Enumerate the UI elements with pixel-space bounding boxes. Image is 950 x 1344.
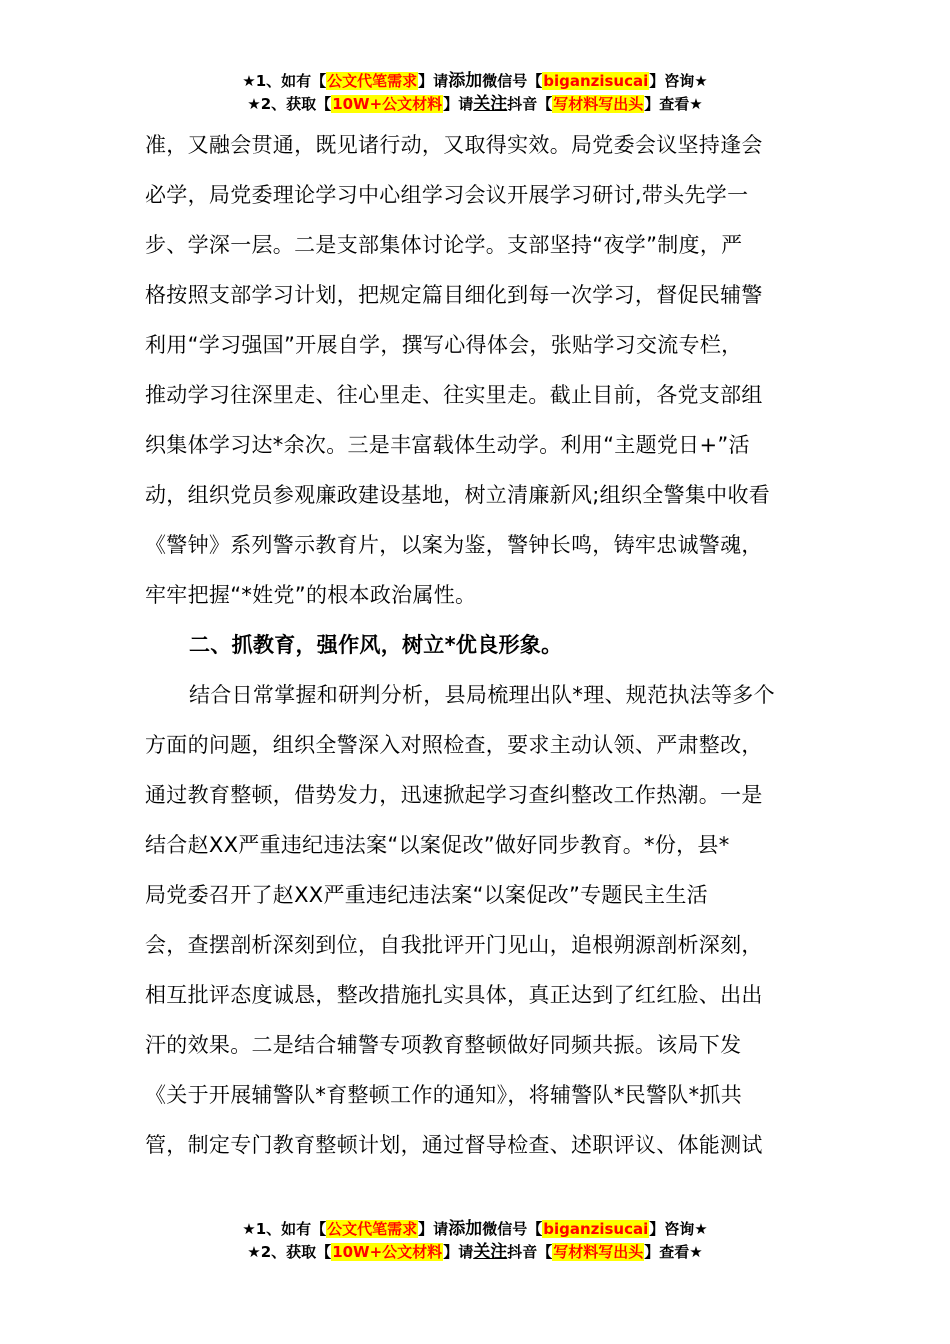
text-line: 方面的问题，组织全警深入对照检查，要求主动认领、严肃整改， — [145, 733, 763, 757]
highlight-materials: 10W+公文材料 — [332, 1243, 443, 1261]
banner-line-1: ★1、如有【公文代笔需求】请添加微信号【biganzisucai】咨询★ — [242, 71, 708, 91]
highlight-douyin: 写材料写出头 — [553, 95, 644, 113]
text-line: 结合赵XX严重违纪违法案“以案促改”做好同步教育。*份，县* — [145, 833, 730, 857]
banner-line-1: ★1、如有【公文代笔需求】请添加微信号【biganzisucai】咨询★ — [242, 1219, 708, 1239]
highlight-wechat-id: biganzisucai — [543, 1220, 649, 1238]
top-banner — [0, 70, 950, 116]
text-line: 管，制定专门教育整顿计划，通过督导检查、述职评议、体能测试 — [145, 1133, 763, 1157]
text-line: 结合日常掌握和研判分析，县局梳理出队*理、规范执法等多个 — [189, 683, 775, 707]
bottom-banner — [0, 1218, 950, 1264]
highlight-wechat-id: biganzisucai — [543, 72, 649, 90]
text-line: 相互批评态度诚恳，整改措施扎实具体，真正达到了红红脸、出出 — [145, 983, 763, 1007]
text-line: 局党委召开了赵XX严重违纪违法案“以案促改”专题民主生活 — [145, 883, 708, 907]
text-line: 通过教育整顿，借势发力，迅速掀起学习查纠整改工作热潮。一是 — [145, 783, 763, 807]
text-line: 利用“学习强国”开展自学，撰写心得体会，张贴学习交流专栏， — [145, 333, 743, 357]
highlight-ghostwriting: 公文代笔需求 — [327, 72, 418, 90]
text-line: 汗的效果。二是结合辅警专项教育整顿做好同频共振。该局下发 — [145, 1033, 742, 1057]
text-line: 牢牢把握“*姓党”的根本政治属性。 — [145, 583, 477, 607]
text-line: 步、学深一层。二是支部集体讨论学。支部坚持“夜学”制度，严 — [145, 233, 743, 257]
text-line: 会，查摆剖析深刻到位，自我批评开门见山，追根朔源剖析深刻， — [145, 933, 763, 957]
banner-line-2: ★2、获取【10W+公文材料】请关注抖音【写材料写出头】查看★ — [247, 94, 703, 114]
text-line: 推动学习往深里走、往心里走、往实里走。截止目前，各党支部组 — [145, 383, 763, 407]
text-line: 必学，局党委理论学习中心组学习会议开展学习研讨,带头先学一 — [145, 183, 749, 207]
highlight-materials: 10W+公文材料 — [332, 95, 443, 113]
text-line: 格按照支部学习计划，把规定篇目细化到每一次学习，督促民辅警 — [145, 283, 763, 307]
text-line: 《关于开展辅警队*育整顿工作的通知》，将辅警队*民警队*抓共 — [145, 1083, 742, 1107]
highlight-douyin: 写材料写出头 — [553, 1243, 644, 1261]
banner-line-2: ★2、获取【10W+公文材料】请关注抖音【写材料写出头】查看★ — [247, 1242, 703, 1262]
text-line: 动，组织党员参观廉政建设基地，树立清廉新风;组织全警集中收看 — [145, 483, 771, 507]
text-line: 准，又融会贯通，既见诸行动，又取得实效。局党委会议坚持逢会 — [145, 133, 763, 157]
text-line: 织集体学习达*余次。三是丰富载体生动学。利用“主题党日+”活 — [145, 433, 750, 457]
document-body — [145, 120, 810, 1170]
section-heading: 二、抓教育，强作风，树立*优良形象。 — [189, 633, 563, 657]
text-line: 《警钟》系列警示教育片，以案为鉴，警钟长鸣，铸牢忠诚警魂， — [145, 533, 763, 557]
highlight-ghostwriting: 公文代笔需求 — [327, 1220, 418, 1238]
